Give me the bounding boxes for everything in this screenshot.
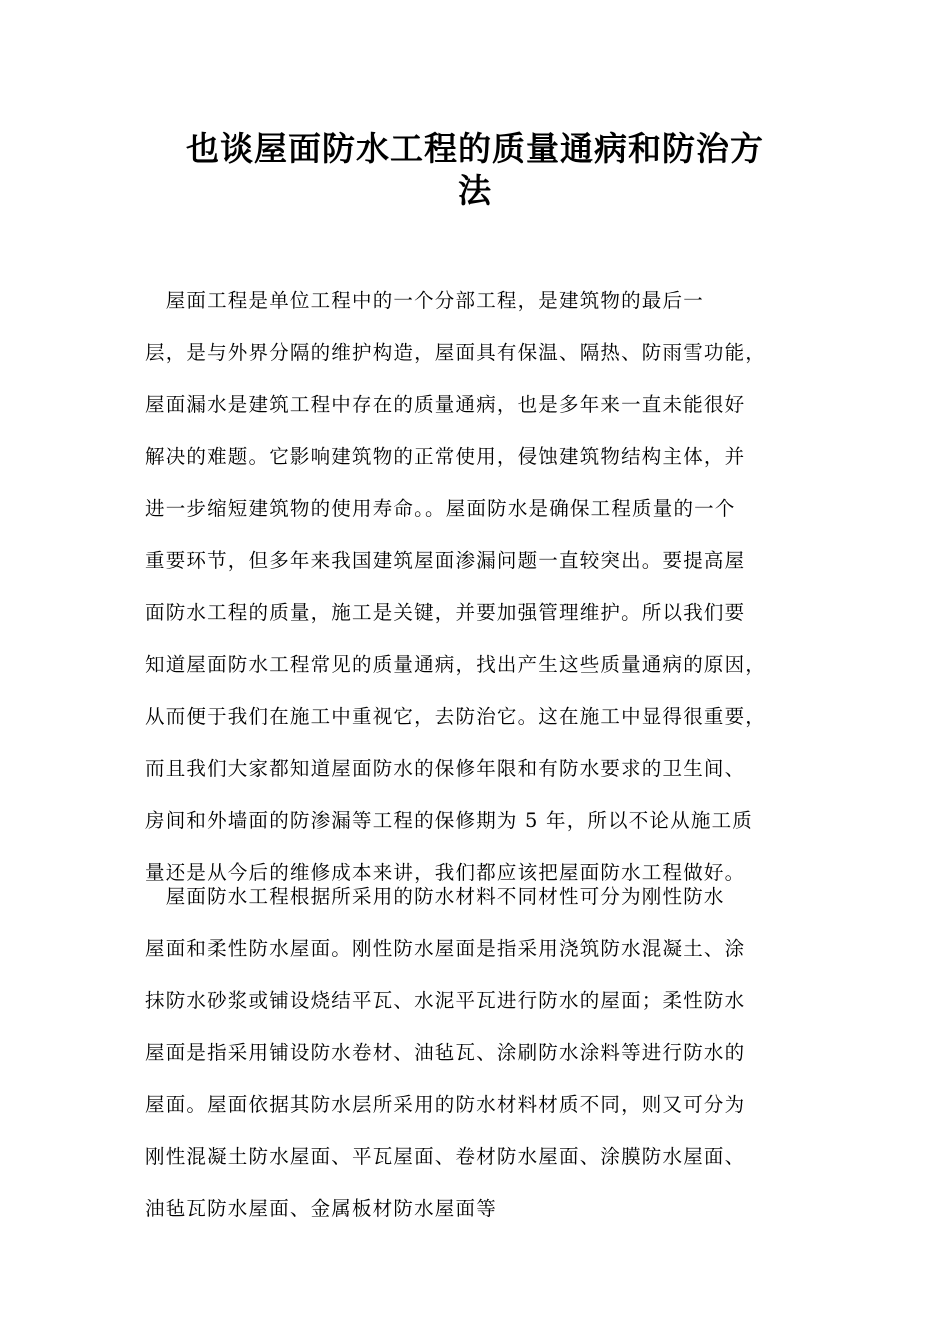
text-line: 房间和外墙面的防渗漏等工程的保修期为 5 年，所以不论从施工质 bbox=[145, 809, 754, 832]
text-line: 屋面。屋面依据其防水层所采用的防水材料材质不同，则又可分为 bbox=[145, 1093, 746, 1116]
text-line: 刚性混凝土防水屋面、平瓦屋面、卷材防水屋面、涂膜防水屋面、 bbox=[145, 1145, 746, 1168]
text-line: 解决的难题。它影响建筑物的正常使用，侵蚀建筑物结构主体，并 bbox=[145, 445, 746, 468]
text-line: 屋面是指采用铺设防水卷材、油毡瓦、涂刷防水涂料等进行防水的 bbox=[145, 1041, 746, 1064]
text-line: 屋面和柔性防水屋面。刚性防水屋面是指采用浇筑防水混凝土、涂 bbox=[145, 937, 746, 960]
text-line: 而且我们大家都知道屋面防水的保修年限和有防水要求的卫生间、 bbox=[145, 757, 746, 780]
text-line: 知道屋面防水工程常见的质量通病，找出产生这些质量通病的原因， bbox=[145, 653, 767, 676]
text-line: 层，是与外界分隔的维护构造，屋面具有保温、隔热、防雨雪功能， bbox=[145, 341, 767, 364]
text-line: 重要环节，但多年来我国建筑屋面渗漏问题一直较突出。要提高屋 bbox=[145, 549, 746, 572]
text-line: 抹防水砂浆或铺设烧结平瓦、水泥平瓦进行防水的屋面；柔性防水 bbox=[145, 989, 746, 1012]
text-line: 屋面防水工程根据所采用的防水材料不同材性可分为刚性防水 bbox=[145, 885, 725, 908]
text-line: 量还是从今后的维修成本来讲，我们都应该把屋面防水工程做好。 bbox=[145, 861, 746, 884]
paragraph-intro bbox=[145, 275, 825, 899]
paragraph-classification bbox=[145, 871, 825, 1235]
title-line: 法 bbox=[458, 171, 492, 210]
text-line: 进一步缩短建筑物的使用寿命。。屋面防水是确保工程质量的一个 bbox=[145, 497, 736, 520]
text-line: 屋面工程是单位工程中的一个分部工程，是建筑物的最后一 bbox=[145, 289, 704, 312]
text-line: 油毡瓦防水屋面、金属板材防水屋面等 bbox=[145, 1197, 497, 1220]
text-line: 从而便于我们在施工中重视它，去防治它。这在施工中显得很重要， bbox=[145, 705, 767, 728]
document-title bbox=[145, 128, 805, 212]
text-line: 面防水工程的质量，施工是关键，并要加强管理维护。所以我们要 bbox=[145, 601, 746, 624]
text-line: 屋面漏水是建筑工程中存在的质量通病，也是多年来一直未能很好 bbox=[145, 393, 746, 416]
title-line: 也谈屋面防水工程的质量通病和防治方 bbox=[186, 129, 764, 168]
